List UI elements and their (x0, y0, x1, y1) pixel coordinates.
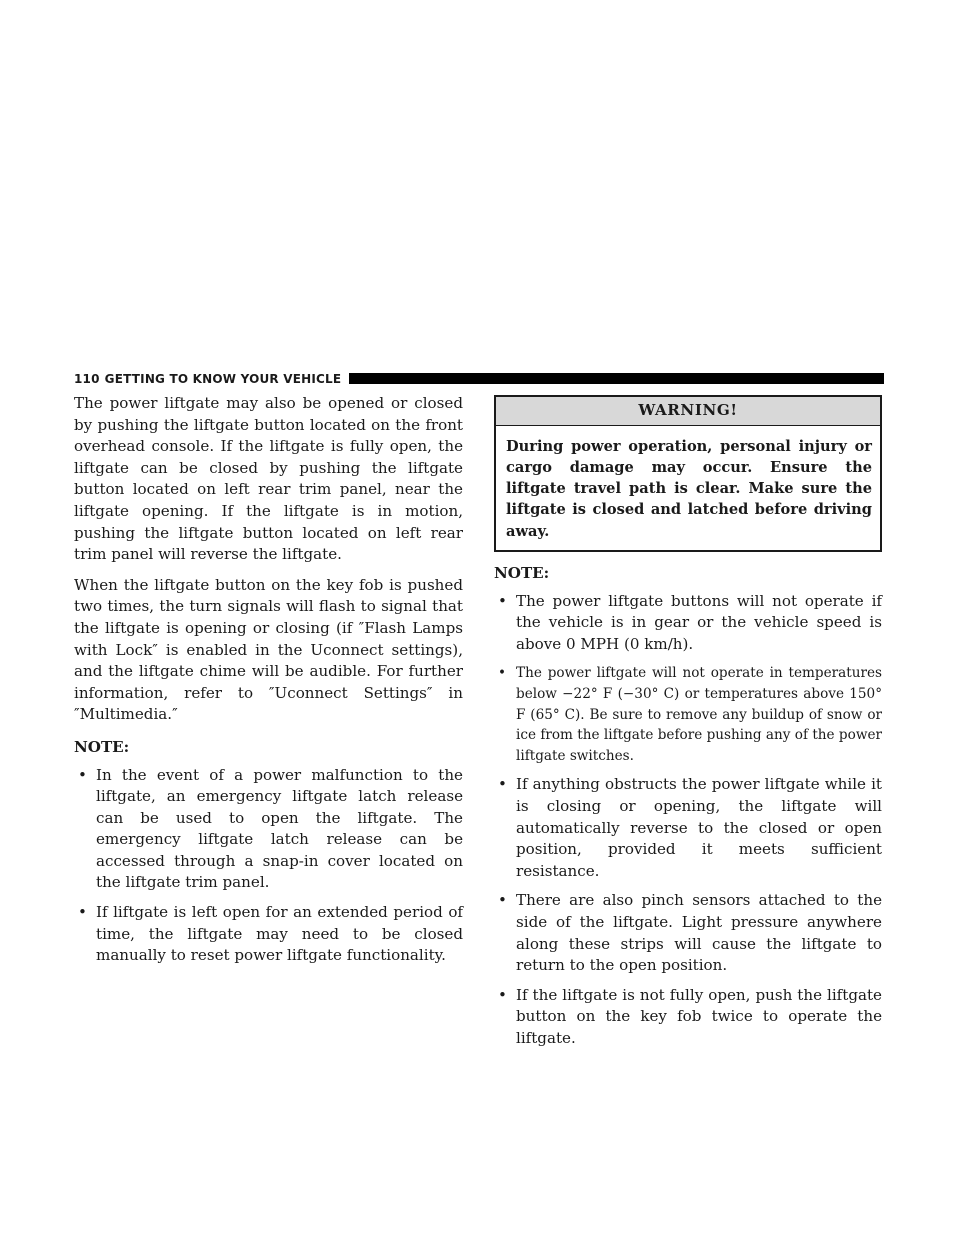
bullet-icon: • (78, 903, 87, 922)
list-item (494, 985, 882, 1050)
list-item-text: If anything obstructs the power liftgate while it is closing or opening, the liftgate will automatically reverse to the closed or open position, provided it meets sufficient resistance. (516, 775, 882, 880)
page-number: 110 (74, 371, 100, 386)
list-item (74, 902, 463, 967)
note-heading: NOTE: (494, 564, 550, 583)
list-item-text: The power liftgate buttons will not operate if the vehicle is in gear or the vehicle speed is above 0 MPH (0 km/h). (516, 591, 882, 653)
list-item-text: If liftgate is left open for an extended period of time, the liftgate may need to be closed manually to reset power liftgate functionality. (96, 903, 463, 965)
list-item-text: The power liftgate will not operate in temperatures below −22° F (−30° C) or temperatures above 150° F (65° C). Be sure to remove any buildup of snow or ice from the liftgate before pushing any of the power liftgate switches. (516, 665, 882, 764)
list-item (74, 765, 463, 895)
list-item-text: In the event of a power malfunction to the liftgate, an emergency liftgate latch release can be used to open the liftgate. The emergency liftgate latch release can be accessed through a snap-in cover located on the liftgate trim panel. (96, 765, 463, 892)
warning-text: During power operation, personal injury or cargo damage may occur. Ensure the liftgate travel path is clear. Make sure the liftgate is closed and latched before driving away. (506, 437, 872, 540)
paragraph-front-overhead-console: The power liftgate may also be opened or closed by pushing the liftgate button located on the front overhead console. If the liftgate is fully open, the liftgate can be closed by pushing the liftgate button located on left rear trim panel, near the liftgate opening. If the liftgate is in motion, pushing the liftgate button located on left rear trim panel will reverse the liftgate. (74, 394, 463, 564)
page-header (74, 371, 884, 386)
bullet-icon: • (498, 985, 507, 1004)
list-item (494, 663, 882, 766)
section-title: GETTING TO KNOW YOUR VEHICLE (104, 371, 342, 386)
bullet-icon: • (498, 891, 507, 910)
list-item (494, 890, 882, 976)
bullet-icon: • (498, 775, 507, 794)
list-item (494, 591, 882, 656)
header-rule (349, 373, 884, 384)
left-column (74, 393, 463, 975)
warning-title: WARNING! (496, 397, 880, 426)
bullet-icon: • (498, 665, 507, 682)
list-item-text: There are also pinch sensors attached to the side of the liftgate. Light pressure anywhere along these strips will cause the liftgate to return to the open position. (516, 891, 882, 975)
bullet-icon: • (498, 591, 507, 610)
paragraph-key-fob-liftgate: When the liftgate button on the key fob is pushed two times, the turn signals will flash to signal that the liftgate is opening or closing (if ″Flash Lamps with Lock″ is enabled in the Uconnect settings), and the liftgate chime will be audible. For further information, refer to ″Uconnect Settings″ in ″Multimedia.″ (74, 575, 463, 724)
list-item-text: If the liftgate is not fully open, push the liftgate button on the key fob twice to operate the liftgate. (516, 985, 882, 1047)
bullet-icon: • (78, 765, 87, 784)
note-heading: NOTE: (74, 737, 130, 756)
warning-box (494, 395, 882, 552)
list-item (494, 774, 882, 882)
right-column (494, 393, 882, 1058)
